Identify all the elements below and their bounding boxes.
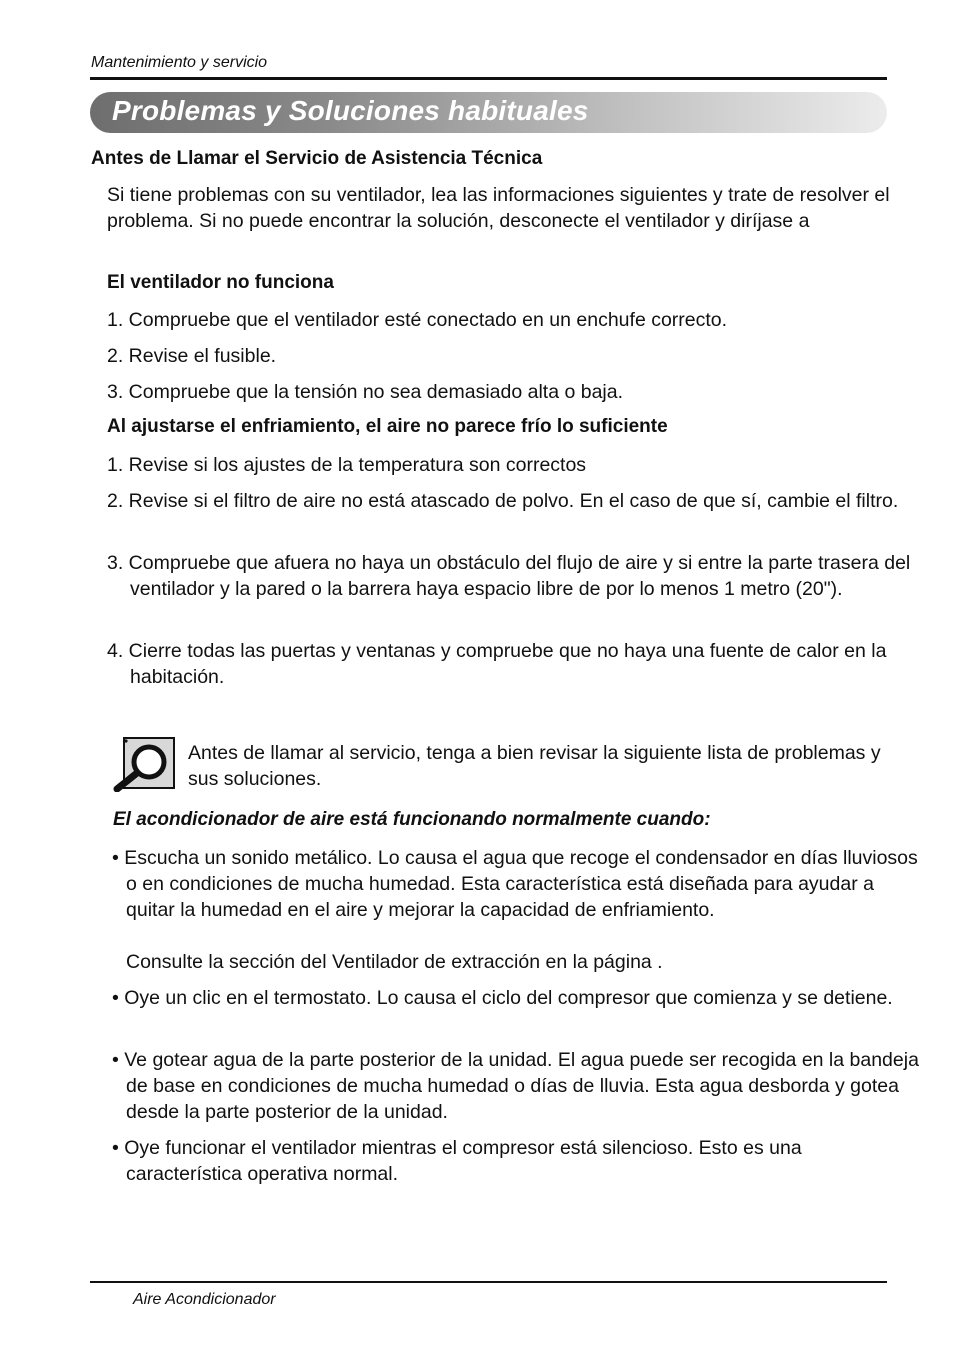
footer-label: Aire Acondicionador	[133, 1291, 276, 1308]
page-title: Problemas y Soluciones habituales	[112, 95, 589, 126]
not-working-item: 2. Revise el fusible.	[107, 345, 277, 367]
not-cold-item: 3. Compruebe que afuera no haya un obstáculo del flujo de aire y si entre la parte trasera del ventilador y la pared o la barrera haya espacio libre de por lo menos 1 metro (20").	[107, 552, 911, 600]
note-text: Antes de llamar al servicio, tenga a bien revisar la siguiente lista de problemas y sus soluciones.	[188, 742, 881, 790]
not-working-item: 3. Compruebe que la tensión no sea demasiado alta o baja.	[107, 381, 624, 403]
footer-divider	[90, 1281, 887, 1283]
normal-operation-heading: El acondicionador de aire está funcionando normalmente cuando:	[113, 809, 711, 830]
not-cold-item: 2. Revise si el filtro de aire no está atascado de polvo. En el caso de que sí, cambie el filtro.	[107, 490, 899, 512]
normal-operation-item: • Ve gotear agua de la parte posterior de la unidad. El agua puede ser recogida en la bandeja de base en condiciones de mucha humedad o días de lluvia. Esta agua desborda y gotea desde la parte posterior de la unidad.	[112, 1049, 919, 1123]
title-banner	[90, 92, 887, 133]
not-cold-item: 4. Cierre todas las puertas y ventanas y compruebe que no haya una fuente de calor en la habitación.	[107, 640, 887, 688]
intro-paragraph: Si tiene problemas con su ventilador, lea las informaciones siguientes y trate de resolver el problema. Si no puede encontrar la solución, desconecte el ventilador y diríjase a	[107, 184, 890, 232]
before-call-heading: Antes de Llamar el Servicio de Asistencia Técnica	[91, 148, 543, 169]
section-label: Mantenimiento y servicio	[91, 54, 268, 71]
header-divider	[90, 77, 887, 80]
normal-operation-item: • Oye funcionar el ventilador mientras el compresor está silencioso. Esto es una característica operativa normal.	[112, 1137, 802, 1185]
magnifier-icon	[112, 736, 176, 792]
not-cold-item: 1. Revise si los ajustes de la temperatura son correctos	[107, 454, 587, 476]
normal-operation-item: • Oye un clic en el termostato. Lo causa el ciclo del compresor que comienza y se detiene.	[112, 987, 893, 1009]
not-cold-heading: Al ajustarse el enfriamiento, el aire no parece frío lo suficiente	[107, 416, 668, 437]
not-working-heading: El ventilador no funciona	[107, 272, 334, 293]
not-working-item: 1. Compruebe que el ventilador esté conectado en un enchufe correcto.	[107, 309, 728, 331]
normal-operation-item: • Escucha un sonido metálico. Lo causa el agua que recoge el condensador en días lluviosos o en condiciones de mucha humedad. Esta característica está diseñada para ayudar a quitar la humedad en el aire y mejorar la capacidad de enfriamiento.	[112, 847, 918, 921]
page-reference: Consulte la sección del Ventilador de extracción en la página .	[126, 951, 663, 973]
